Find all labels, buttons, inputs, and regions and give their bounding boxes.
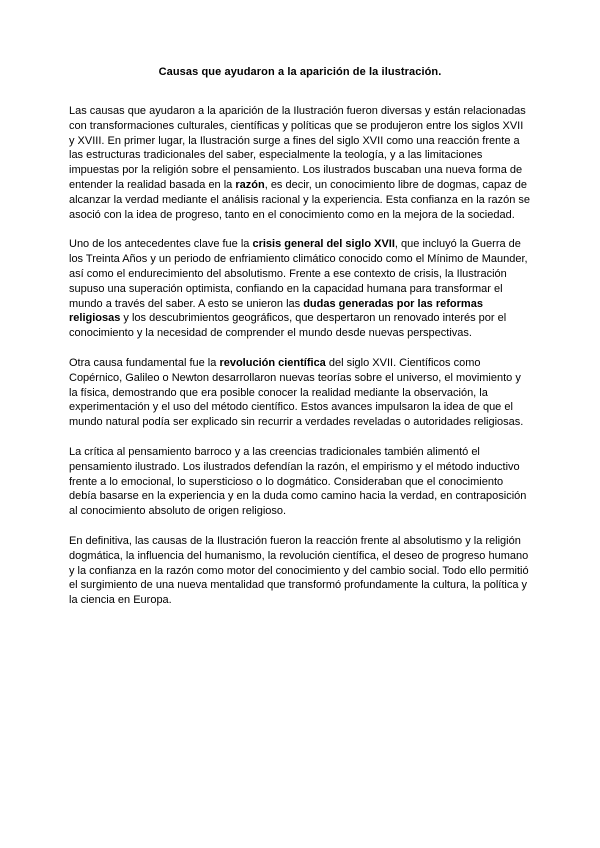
document-title: Causas que ayudaron a la aparición de la ilustración. [158, 66, 442, 78]
paragraph [69, 445, 531, 519]
text-run: , es decir, un conocimiento libre de dogmas, capaz de alcanzar la verdad mediante el análisis racional y la experiencia. Esta confianza en la razón se asoció con la idea de progreso, tanto en el conocimiento como en la mejora de la sociedad. [69, 178, 531, 221]
text-run: Las causas que ayudaron a la aparición de la Ilustración fueron diversas y están relacionadas con transformaciones culturales, científicas y políticas que se produjeron entre los siglos XVII y XVIII. En primer lugar, la Ilustración surge a fines del siglo XVII como una reacción frente a las estructuras tradicionales del saber, especialmente la teología, y a las limitaciones impuestas por la religión sobre el pensamiento. Los ilustrados buscaban una nueva forma de entender la realidad basada en la [69, 105, 526, 191]
document-body [69, 104, 531, 608]
paragraph [69, 104, 531, 222]
bold-text-run: revolución científica [219, 356, 326, 369]
text-run: Otra causa fundamental fue la [69, 356, 220, 369]
text-run: Uno de los antecedentes clave fue la [69, 238, 253, 251]
text-run: del siglo XVII. Científicos como Copérnico, Galileo o Newton desarrollaron nuevas teorías sobre el universo, el movimiento y la física, demostrando que era posible conocer la realidad mediante la observación, la experimentación y el uso del método científico. Estos avances impulsaron la idea de que el mundo natural podía ser explicado sin recurrir a verdades reveladas o autoridades religiosas. [69, 356, 524, 429]
text-run: La crítica al pensamiento barroco y a las creencias tradicionales también alimentó el pensamiento ilustrado. Los ilustrados defendían la razón, el empirismo y el método inductivo frente a lo emocional, lo supersticioso o lo dogmático. Consideraban que el conocimiento debía basarse en la experiencia y en la duda como camino hacia la verdad, en contraposición al conocimiento absoluto de origen religioso. [69, 445, 527, 518]
text-run: y los descubrimientos geográficos, que despertaron un renovado interés por el conocimiento y la necesidad de comprender el mundo desde nuevas perspectivas. [69, 312, 507, 340]
text-run: , que incluyó la Guerra de los Treinta Años y un periodo de enfriamiento climático conocido como el Mínimo de Maunder, así como el endurecimiento del absolutismo. Frente a ese contexto de crisis, la Ilustración supuso una superación optimista, confiando en la capacidad humana para transformar el mundo a través del saber. A esto se unieron las [69, 238, 528, 310]
text-run: En definitiva, las causas de la Ilustración fueron la reacción frente al absolutismo y la religión dogmática, la influencia del humanismo, la revolución científica, el deseo de progreso humano y la confianza en la razón como motor del conocimiento y del cambio social. Todo ello permitió el surgimiento de una nueva mentalidad que transformó profundamente la cultura, la política y la ciencia en Europa. [69, 534, 529, 607]
bold-text-run: crisis general del siglo XVII [252, 238, 395, 251]
paragraph [69, 534, 531, 608]
paragraph [69, 356, 531, 430]
bold-text-run: razón [235, 178, 265, 191]
bold-text-run: dudas generadas por las reformas religiosas [69, 297, 483, 325]
paragraph [69, 237, 531, 341]
